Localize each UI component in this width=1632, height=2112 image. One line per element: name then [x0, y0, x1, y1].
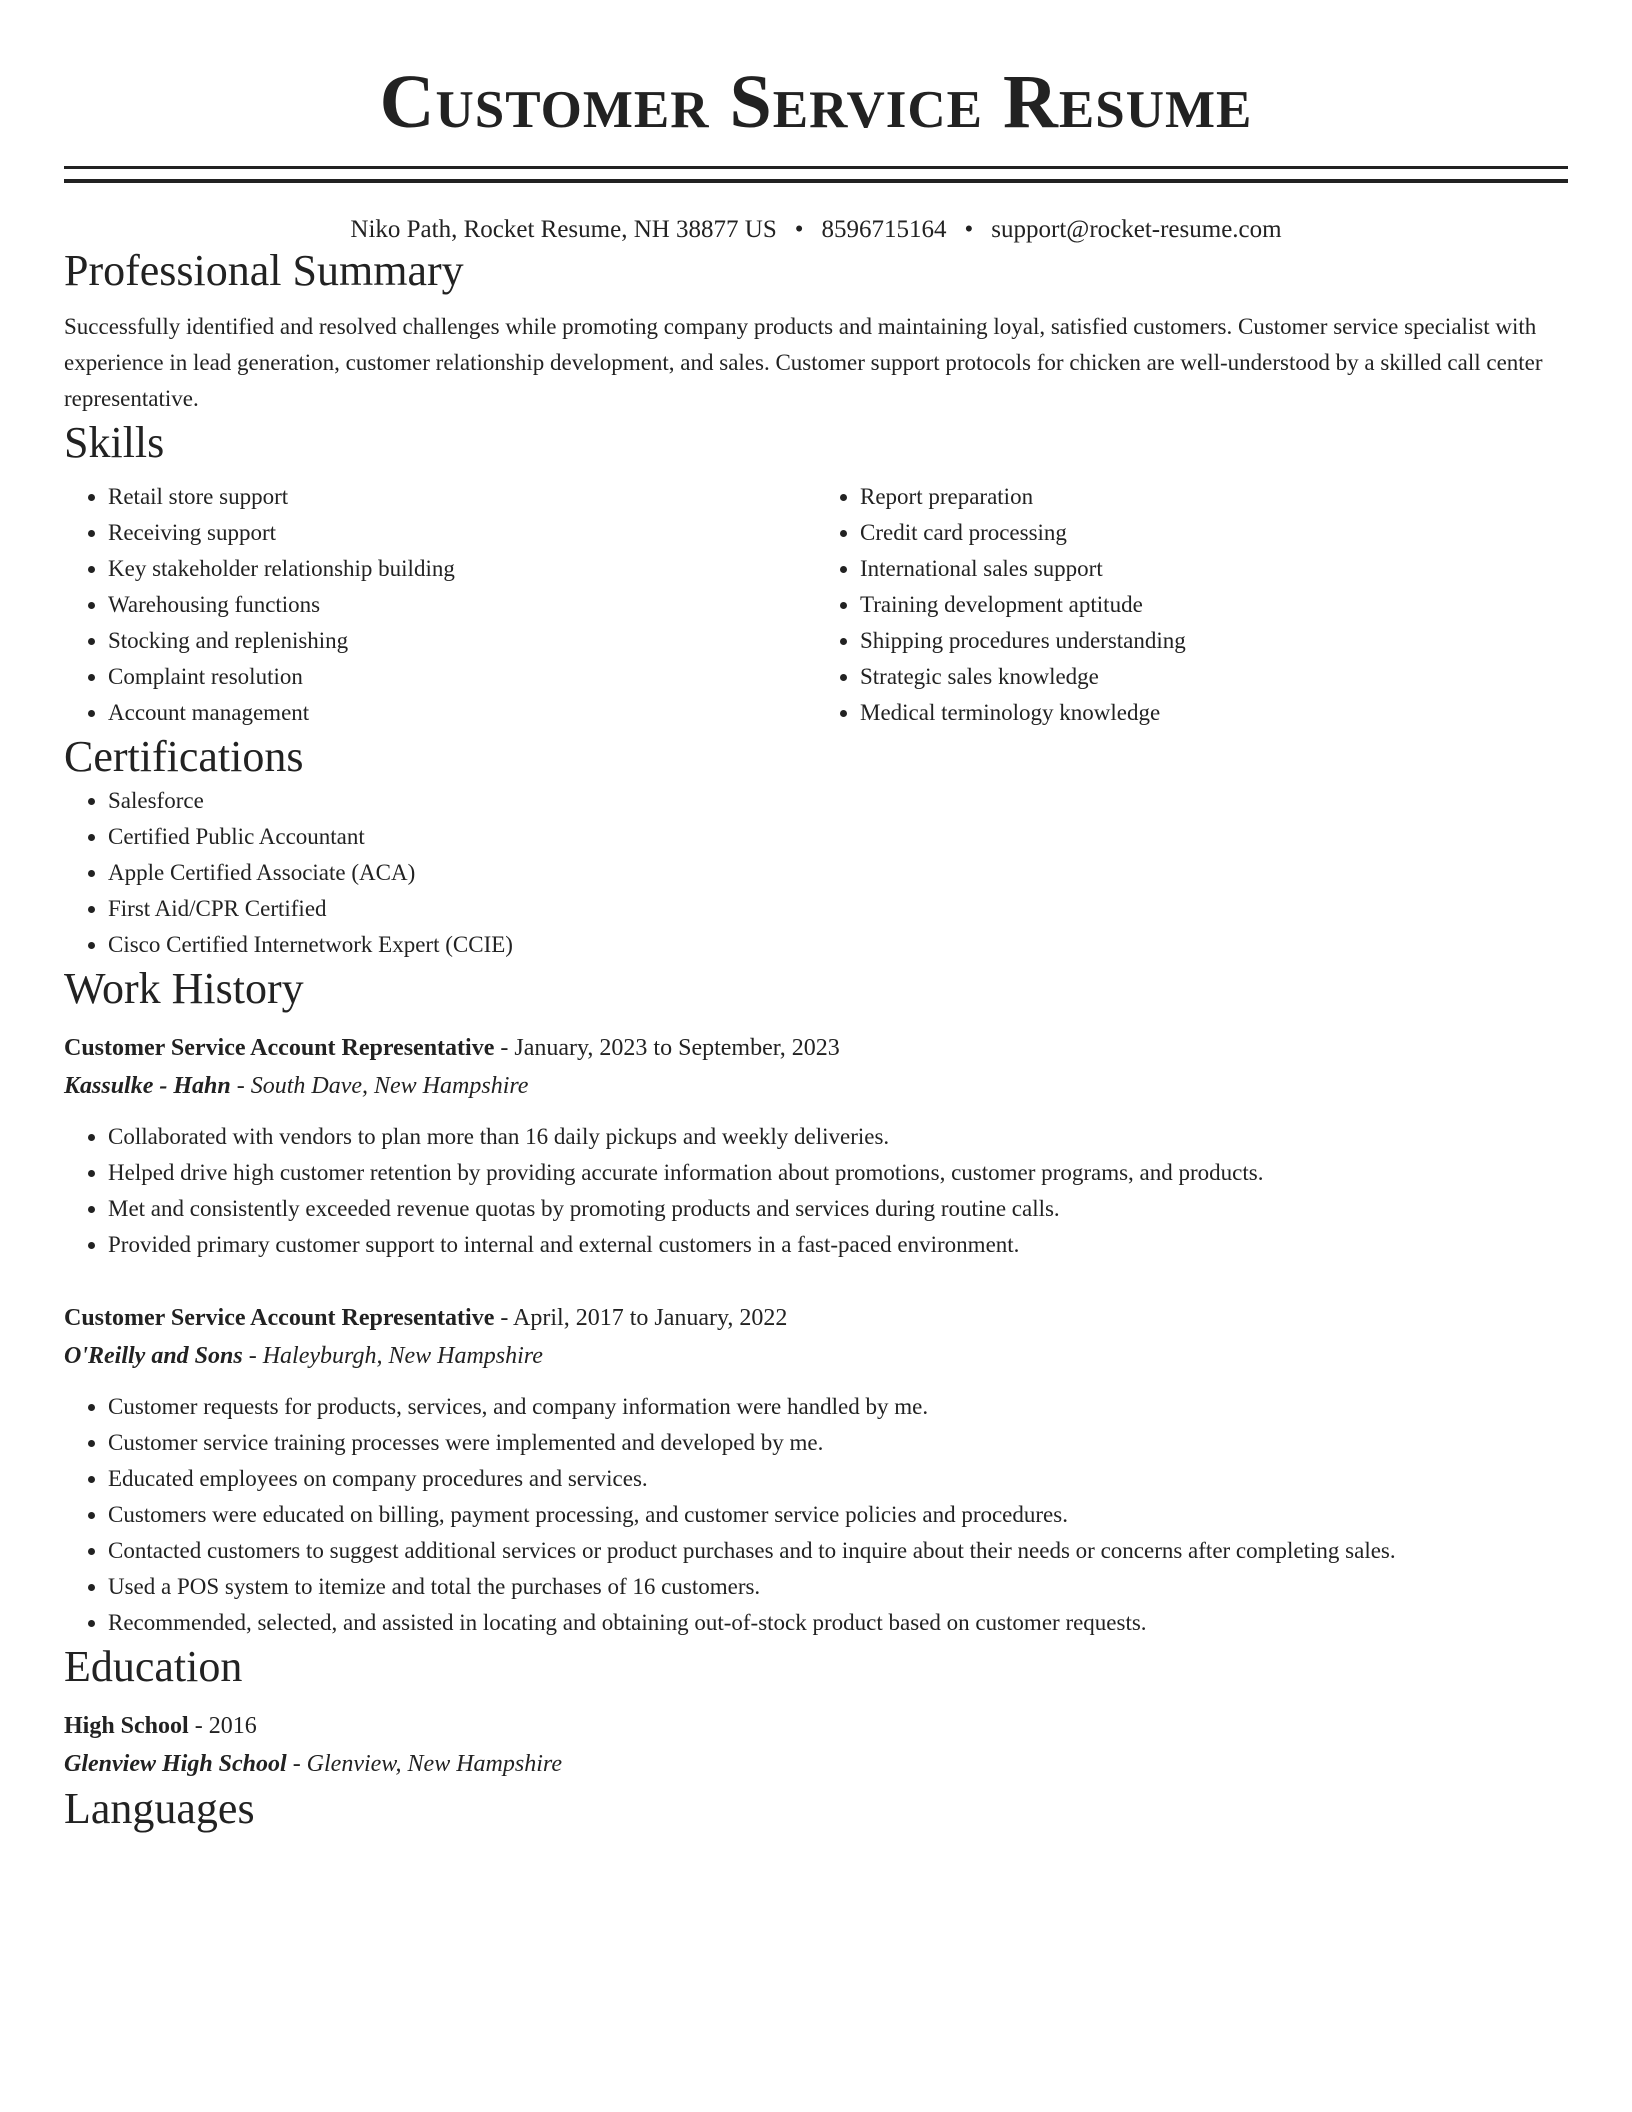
skill-item: • Strategic sales knowledge — [860, 659, 1568, 695]
skills-list-left — [64, 479, 816, 731]
skill-item: • Complaint resolution — [108, 659, 816, 695]
job-title-line — [64, 1299, 1568, 1337]
job-dates: - April, 2017 to January, 2022 — [494, 1305, 788, 1331]
contact-phone: 8596715164 — [821, 216, 947, 243]
contact-address: Niko Path, Rocket Resume, NH 38877 US — [350, 216, 777, 243]
job-bullet: • Customer service training processes were implemented and developed by me. — [108, 1425, 1568, 1461]
job-company: O'Reilly and Sons — [64, 1343, 243, 1369]
skill-item: • International sales support — [860, 551, 1568, 587]
skill-item: • Stocking and replenishing — [108, 623, 816, 659]
job-entry — [64, 1299, 1568, 1641]
skill-item: • Key stakeholder relationship building — [108, 551, 816, 587]
job-company: Kassulke - Hahn — [64, 1073, 231, 1099]
job-title-line — [64, 1029, 1568, 1067]
job-bullet: • Contacted customers to suggest additional services or product purchases and to inquire about their needs or concerns after completing sales. — [108, 1533, 1568, 1569]
certification-item: • Cisco Certified Internetwork Expert (CCIE) — [108, 927, 1568, 963]
job-bullet: • Used a POS system to itemize and total the purchases of 16 customers. — [108, 1569, 1568, 1605]
job-location: - South Dave, New Hampshire — [230, 1073, 529, 1099]
job-bullets — [64, 1119, 1568, 1263]
contact-separator: • — [794, 216, 804, 243]
education-school: Glenview High School — [64, 1751, 287, 1777]
education-degree-line — [64, 1707, 1568, 1745]
job-location: - Haleyburgh, New Hampshire — [242, 1343, 543, 1369]
skill-item: • Training development aptitude — [860, 587, 1568, 623]
education-school-line — [64, 1745, 1568, 1783]
certifications-heading: Certifications — [64, 732, 304, 781]
skills-columns — [64, 479, 1568, 731]
job-dates: - January, 2023 to September, 2023 — [494, 1035, 840, 1061]
contact-email: support@rocket-resume.com — [991, 216, 1282, 243]
job-bullet: • Educated employees on company procedures and services. — [108, 1461, 1568, 1497]
summary-text: Successfully identified and resolved challenges while promoting company products and maintaining loyal, satisfied customers. Customer service specialist with experience in lead generation, customer relationship development, and sales. Customer support protocols for chicken are well-understood by a skilled call center representative. — [64, 314, 1543, 411]
education-entry — [64, 1707, 1568, 1783]
skills-list-right — [816, 479, 1568, 731]
title-double-rule — [64, 166, 1568, 183]
skill-item: • Shipping procedures understanding — [860, 623, 1568, 659]
job-bullet: • Collaborated with vendors to plan more than 16 daily pickups and weekly deliveries. — [108, 1119, 1568, 1155]
job-company-line — [64, 1067, 1568, 1105]
skills-heading: Skills — [64, 418, 165, 467]
certification-item: • First Aid/CPR Certified — [108, 891, 1568, 927]
languages-heading: Languages — [64, 1784, 255, 1833]
certification-item: • Certified Public Accountant — [108, 819, 1568, 855]
job-company-line — [64, 1337, 1568, 1375]
job-bullet: • Provided primary customer support to internal and external customers in a fast-paced environment. — [108, 1227, 1568, 1263]
certifications-list — [64, 783, 1568, 963]
skill-item: • Credit card processing — [860, 515, 1568, 551]
skill-item: • Medical terminology knowledge — [860, 695, 1568, 731]
job-bullet: • Customer requests for products, services, and company information were handled by me. — [108, 1389, 1568, 1425]
job-title: Customer Service Account Representative — [64, 1035, 495, 1061]
education-location: - Glenview, New Hampshire — [286, 1751, 562, 1777]
job-bullet: • Recommended, selected, and assisted in locating and obtaining out-of-stock product based on customer requests. — [108, 1605, 1568, 1641]
job-entry — [64, 1029, 1568, 1263]
contact-separator: • — [964, 216, 974, 243]
certification-item: • Salesforce — [108, 783, 1568, 819]
skill-item: • Retail store support — [108, 479, 816, 515]
summary-heading: Professional Summary — [64, 246, 464, 295]
skill-item: • Report preparation — [860, 479, 1568, 515]
skill-item: • Receiving support — [108, 515, 816, 551]
job-bullet: • Helped drive high customer retention by providing accurate information about promotions, customer programs, and products. — [108, 1155, 1568, 1191]
education-heading: Education — [64, 1642, 243, 1691]
work-history-heading: Work History — [64, 964, 304, 1013]
contact-line — [64, 215, 1568, 245]
job-bullet: • Customers were educated on billing, payment processing, and customer service policies and procedures. — [108, 1497, 1568, 1533]
education-degree: High School — [64, 1713, 189, 1739]
job-bullets — [64, 1389, 1568, 1641]
certification-item: • Apple Certified Associate (ACA) — [108, 855, 1568, 891]
job-bullet: • Met and consistently exceeded revenue quotas by promoting products and services during routine calls. — [108, 1191, 1568, 1227]
education-year: - 2016 — [188, 1713, 257, 1739]
skill-item: • Account management — [108, 695, 816, 731]
resume-title: Customer Service Resume — [379, 60, 1253, 144]
skill-item: • Warehousing functions — [108, 587, 816, 623]
job-title: Customer Service Account Representative — [64, 1305, 495, 1331]
